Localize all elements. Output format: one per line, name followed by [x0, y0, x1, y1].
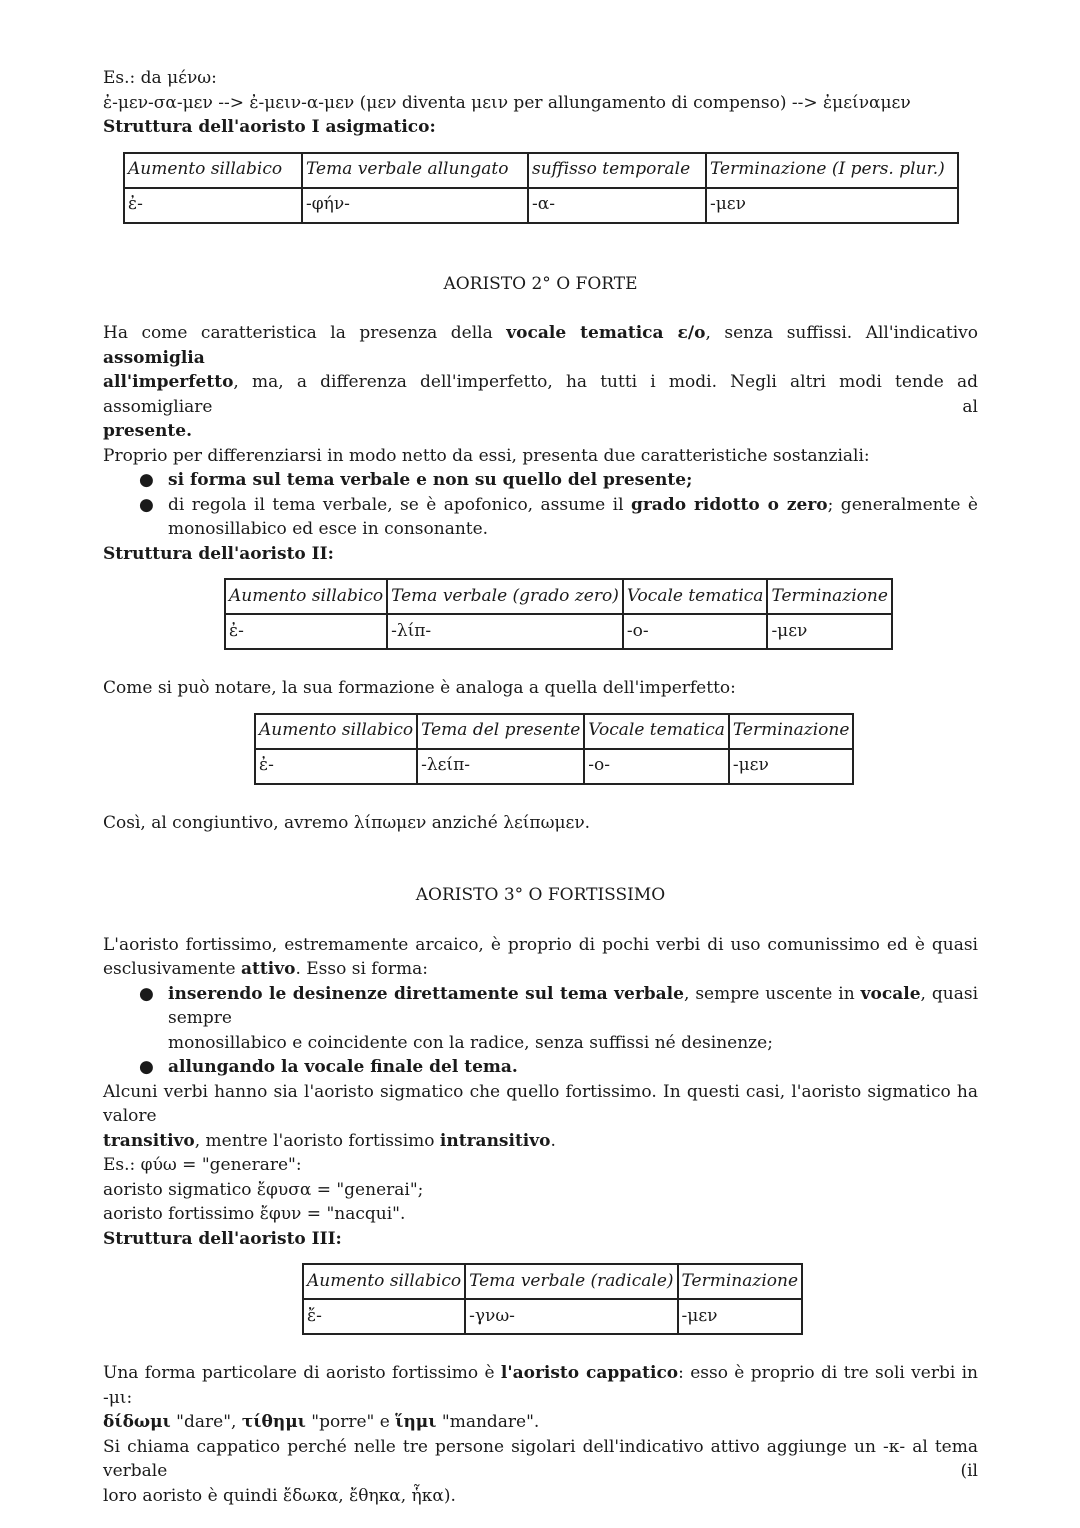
- table-header-row: [255, 714, 853, 749]
- table-row: [225, 614, 892, 649]
- section3-example-2: aoristo sigmatico ἔφυσα = "generai";: [103, 1179, 424, 1200]
- table-cell: -λείπ-: [417, 749, 584, 784]
- section2-conjunctive: Così, al congiuntivo, avremo λίπωμεν anziché λείπωμεν.: [103, 812, 591, 833]
- table-cell: ἔ-: [303, 1299, 465, 1334]
- section-title-aoristo-2: AORISTO 2° O FORTE: [443, 273, 638, 294]
- table-header-row: [124, 153, 958, 188]
- section3-paragraph-2: Alcuni verbi hanno sia l'aoristo sigmatico che quello fortissimo. In questi casi, l'aoristo sigmatico ha valore: [103, 1081, 978, 1126]
- table-header-cell: Terminazione: [729, 714, 854, 749]
- table-header-cell: suffisso temporale: [528, 153, 706, 188]
- list-item: ● di regola il tema verbale, se è apofonico, assume il grado ridotto o zero; generalmente è: [103, 493, 978, 518]
- table-cell: -α-: [528, 188, 706, 223]
- section3-bullet-list: [103, 982, 978, 1080]
- table-cell: -ο-: [623, 614, 768, 649]
- bullet-icon: ●: [139, 1057, 154, 1077]
- section2-paragraph-1b: all'imperfetto, ma, a differenza dell'imperfetto, ha tutti i modi. Negli altri modi tende ad assomigliare al: [103, 372, 978, 417]
- bullet-icon: ●: [139, 494, 154, 515]
- table-row: [255, 749, 853, 784]
- section2-paragraph-1c: presente.: [103, 421, 192, 441]
- table-header-cell: Tema del presente: [417, 714, 584, 749]
- table-header-cell: Tema verbale (radicale): [465, 1264, 677, 1299]
- table-cell: -λίπ-: [387, 614, 623, 649]
- table-header-cell: Tema verbale allungato: [302, 153, 528, 188]
- table-header-cell: Vocale tematica: [584, 714, 729, 749]
- section3-paragraph-3b: δίδωμι "dare", τίθημι "porre" e ἵημι "mandare".: [103, 1412, 540, 1432]
- table-header-cell: Aumento sillabico: [225, 579, 387, 614]
- table-cell: -γνω-: [465, 1299, 677, 1334]
- table-cell: -ο-: [584, 749, 729, 784]
- table-row: [124, 188, 958, 223]
- table-row: [303, 1299, 802, 1334]
- section2-bullet-list: [103, 468, 978, 542]
- section3-paragraph-2b: transitivo, mentre l'aoristo fortissimo intransitivo.: [103, 1130, 556, 1151]
- list-item-continuation: monosillabico ed esce in consonante.: [168, 519, 489, 539]
- list-item: ● allungando la vocale finale del tema.: [103, 1055, 978, 1080]
- table-aorist-1: [123, 152, 959, 224]
- table-header-cell: Terminazione: [678, 1264, 803, 1299]
- table-header-cell: Terminazione (I pers. plur.): [706, 153, 958, 188]
- table-cell: -φήν-: [302, 188, 528, 223]
- list-item: ● inserendo le desinenze direttamente sul tema verbale, sempre uscente in vocale, quasi sempre: [139, 983, 979, 1028]
- derivation-line: ἐ-μεν-σα-μεν --> ἐ-μειν-α-μεν (μεν diventa μειν per allungamento di compenso) --> ἐμείναμεν: [103, 92, 911, 113]
- table-header-cell: Aumento sillabico: [255, 714, 417, 749]
- bullet-icon: ●: [139, 470, 154, 490]
- table-header-cell: Tema verbale (grado zero): [387, 579, 623, 614]
- section3-paragraph-1: L'aoristo fortissimo, estremamente arcaico, è proprio di pochi verbi di uso comunissimo ed è quasi: [103, 934, 978, 955]
- table-cell: -μεν: [678, 1299, 803, 1334]
- table-header-row: [225, 579, 892, 614]
- structure-label-3: Struttura dell'aoristo III:: [103, 1228, 342, 1249]
- section3-example-3: aoristo fortissimo ἔφυν = "nacqui".: [103, 1204, 406, 1224]
- table-header-cell: Aumento sillabico: [303, 1264, 465, 1299]
- structure-label-1: Struttura dell'aoristo I asigmatico:: [103, 117, 436, 137]
- table-aorist-2: [224, 578, 893, 650]
- structure-label-2: Struttura dell'aoristo II:: [103, 543, 334, 564]
- table-cell: ἐ-: [225, 614, 387, 649]
- table-cell: ἐ-: [124, 188, 302, 223]
- section-title-aoristo-3: AORISTO 3° O FORTISSIMO: [415, 885, 666, 905]
- section3-paragraph-1b: esclusivamente attivo. Esso si forma:: [103, 959, 428, 979]
- bullet-icon: ●: [139, 983, 154, 1004]
- table-cell: -μεν: [767, 614, 892, 649]
- table-header-cell: Vocale tematica: [623, 579, 768, 614]
- table-cell: ἐ-: [255, 749, 417, 784]
- table-cell: -μεν: [729, 749, 854, 784]
- list-item-continuation: monosillabico e coincidente con la radice, senza suffissi né desinenze;: [168, 1032, 773, 1053]
- list-item: ● si forma sul tema verbale e non su quello del presente;: [103, 468, 978, 493]
- section2-paragraph-1: Ha come caratteristica la presenza della vocale tematica ε/o, senza suffissi. All'indicativo assomiglia: [103, 323, 978, 368]
- section3-example-1: Es.: φύω = "generare":: [103, 1155, 302, 1175]
- document-page: [103, 66, 978, 1508]
- table-aorist-3: [302, 1263, 803, 1335]
- example-label: Es.: da μένω:: [103, 68, 217, 88]
- section2-note: Come si può notare, la sua formazione è analoga a quella dell'imperfetto:: [103, 678, 736, 698]
- table-header-row: [303, 1264, 802, 1299]
- table-header-cell: Aumento sillabico: [124, 153, 302, 188]
- section2-paragraph-2: Proprio per differenziarsi in modo netto da essi, presenta due caratteristiche sostanziali:: [103, 445, 870, 466]
- table-header-cell: Terminazione: [767, 579, 892, 614]
- table-cell: -μεν: [706, 188, 958, 223]
- table-aorist-imperfetto: [254, 713, 854, 785]
- section3-paragraph-3: Una forma particolare di aoristo fortissimo è l'aoristo cappatico: esso è proprio di tre soli verbi in -μι:: [103, 1363, 979, 1408]
- section3-paragraph-4b: loro aoristo è quindi ἔδωκα, ἔθηκα, ἧκα).: [103, 1485, 456, 1506]
- section3-paragraph-4: Si chiama cappatico perché nelle tre persone sigolari dell'indicativo attivo aggiunge un -κ- al tema verbale (il: [103, 1436, 978, 1481]
